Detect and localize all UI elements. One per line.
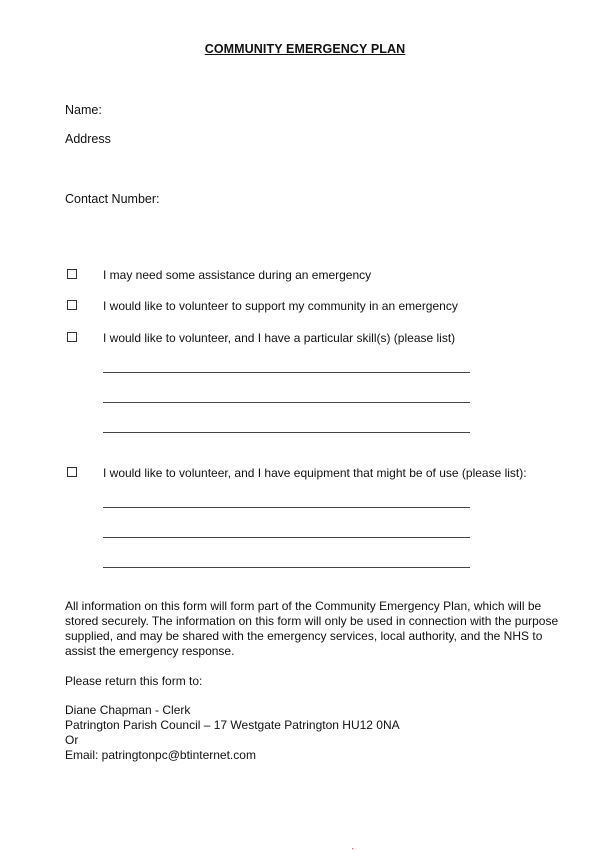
option-needs-assistance-label: I may need some assistance during an emergency [103,268,372,282]
address-label: Address [65,132,111,146]
contact-number-label: Contact Number: [65,192,160,206]
equipment-entry-line-1[interactable] [103,507,470,508]
stray-mark [352,848,353,849]
or-separator: Or [65,733,79,747]
checkbox-volunteer-support[interactable] [67,300,77,310]
name-label: Name: [65,103,102,117]
skill-entry-line-2[interactable] [103,402,470,403]
skill-entry-line-1[interactable] [103,372,470,373]
equipment-entry-line-2[interactable] [103,537,470,538]
equipment-entry-line-3[interactable] [103,567,470,568]
council-address: Patrington Parish Council – 17 Westgate Patrington HU12 0NA [65,718,400,732]
privacy-notice: All information on this form will form part of the Community Emergency Plan, which will be stored securely. The information on this form will only be used in connection with the purpose supplied, and may be shared with the emergency services, local authority, and the NHS to assist the emergency response. [65,599,559,658]
skill-entry-line-3[interactable] [103,432,470,433]
contact-email: Email: patringtonpc@btinternet.com [65,748,256,762]
option-volunteer-support-label: I would like to volunteer to support my community in an emergency [103,299,458,313]
checkbox-volunteer-equipment[interactable] [67,467,77,477]
clerk-name: Diane Chapman - Clerk [65,703,191,717]
page-title: COMMUNITY EMERGENCY PLAN [204,42,406,56]
return-heading: Please return this form to: [65,674,203,688]
checkbox-needs-assistance[interactable] [67,269,77,279]
option-volunteer-equipment-label: I would like to volunteer, and I have equipment that might be of use (please list): [103,466,527,480]
checkbox-volunteer-skill[interactable] [67,332,77,342]
option-volunteer-skill-label: I would like to volunteer, and I have a particular skill(s) (please list) [103,331,456,345]
